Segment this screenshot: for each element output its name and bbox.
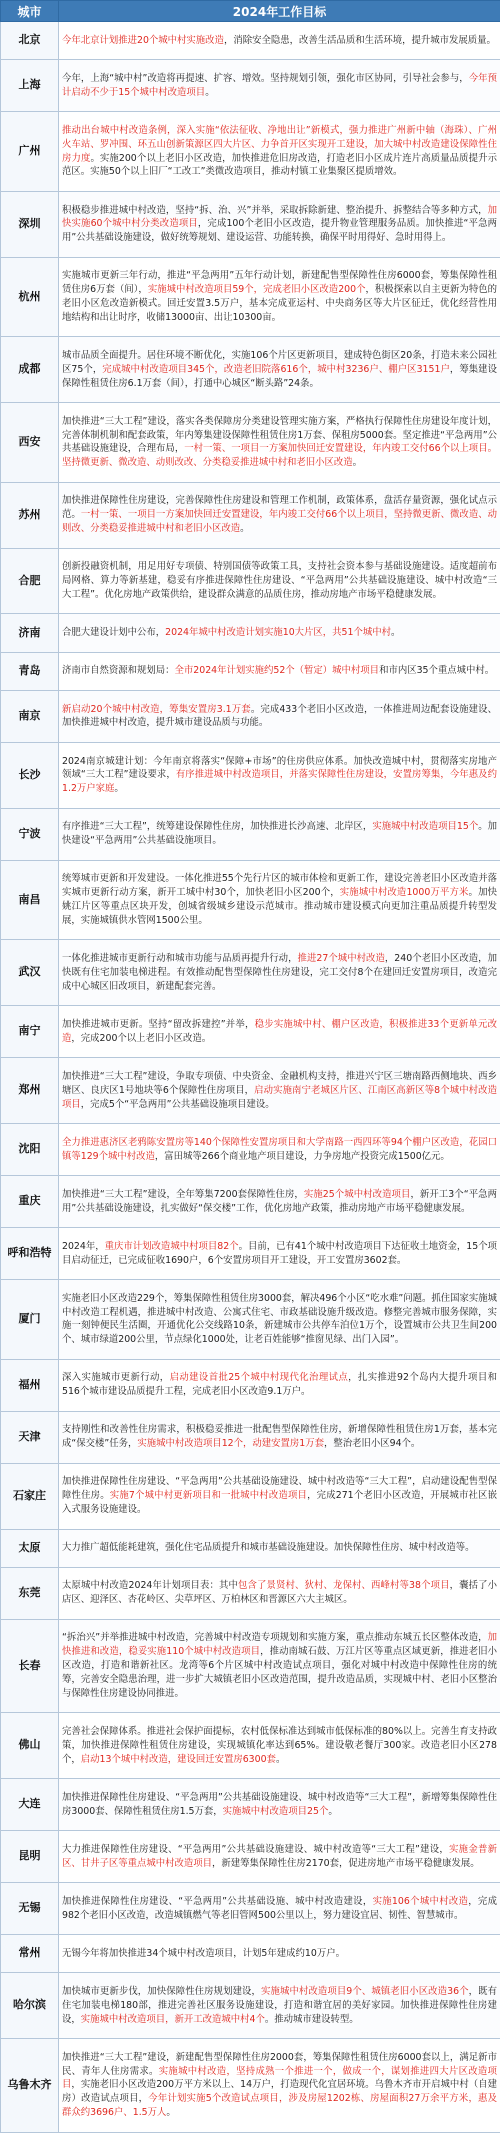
city-name: 武汉 — [1, 940, 59, 1006]
goal-text-segment: 加快推进“三大工程”建设，争取专项债、中央资金、金融机构支持，推进兴宁区三塘南路西侧地块、西乡塘区、良庆区1号地块等6个保障性住房项目， — [62, 1070, 497, 1096]
city-name: 济南 — [1, 614, 59, 652]
work-goal-text — [59, 548, 500, 614]
work-goal-text — [59, 690, 500, 742]
table-row — [1, 614, 500, 652]
goal-text-segment: 。完成433个老旧小区改造，一体推进周边配套设施建设、加快推进城中村改造，提升城市建设品质与功能。 — [62, 703, 497, 729]
table-row — [1, 652, 500, 690]
city-name: 沈阳 — [1, 1124, 59, 1176]
goal-text-segment: 。加快姚江片区等重点区块开发，创城省级城乡建设示范城市。推动城市建设模式向更加注重品质提升转型发展，实施城镇供水管网1500公里。 — [62, 887, 497, 926]
highlighted-target: 今年北京计划推进20个城中村实施改造 — [62, 34, 224, 46]
highlighted-target: 实施106个城中村改造 — [372, 1895, 469, 1907]
goal-text-segment: 合肥大建设计划中公布， — [62, 627, 166, 639]
table-row — [1, 1124, 500, 1176]
highlighted-target: 2024年城中村改造计划实施10大片区，共51个城中村 — [165, 627, 391, 639]
highlighted-target: 实施城中村改造项目25个 — [222, 1805, 329, 1817]
city-name: 杭州 — [1, 257, 59, 337]
city-name: 厦门 — [1, 1280, 59, 1360]
header-city: 城市 — [1, 1, 59, 22]
table-row — [1, 1058, 500, 1124]
city-name: 成都 — [1, 337, 59, 403]
city-name: 郑州 — [1, 1058, 59, 1124]
table-row — [1, 1779, 500, 1831]
goal-text-segment: ，完成100个老旧小区改造，提升物业管理服务品质。加快推进“平急两用”公共基础设施建设，做好统筹规划、建设运营、功能转换，确保平时用得好、急时用得上。 — [62, 218, 497, 244]
city-name: 上海 — [1, 60, 59, 112]
city-name: 无锡 — [1, 1883, 59, 1935]
goal-text-segment: ，推动南城石鼓、万江片区等重点区域更新，推进老旧小区改造，打造和谐新社区。龙湾等6个片区城中村改造试点项目，强化对城中村改造中保障性住房的统筹，完善安全隐患治理，进一步扩大城镇老旧小区改造范围，提升改造品质，实现城中村、老旧小区整治与保障性住房建设协同推进。 — [62, 1646, 497, 1699]
work-goal-text — [59, 1228, 500, 1280]
city-name: 长春 — [1, 1619, 59, 1712]
work-goal-text — [59, 742, 500, 808]
city-name: 乌鲁木齐 — [1, 2039, 59, 2132]
table-row — [1, 1935, 500, 1973]
work-goal-text — [59, 652, 500, 690]
highlighted-target: 实施金普新区、甘井子区等重点城中村改造项目 — [62, 1843, 497, 1869]
goal-text-segment: 。 — [275, 1753, 286, 1765]
work-goal-text — [59, 1935, 500, 1973]
table-row — [1, 22, 500, 60]
city-name: 常州 — [1, 1935, 59, 1973]
table-row — [1, 1619, 500, 1712]
goal-text-segment: ，新建筹集保障性住房2170套，促进房地产市场平稳健康发展。 — [212, 1857, 480, 1869]
city-name: 北京 — [1, 22, 59, 60]
highlighted-target: 有序推进城中村改造项目，并落实保障性住房建设，安置房筹集，今年惠及约1.2万户家庭 — [62, 769, 497, 795]
city-name: 东莞 — [1, 1567, 59, 1619]
goal-text-segment: ，240个老旧小区改造，加快既有住宅加装电梯进程。有效推动配售型保障性住房建设，完工交付8个在建回迁安置房项目，改造完成中心城区旧改项目，新建配套完善。 — [62, 953, 497, 992]
goal-text-segment: 。加快建设“平急两用”公共基础设施项目。 — [62, 821, 498, 847]
goal-text-segment: 。 — [166, 2107, 176, 2119]
table-row — [1, 191, 500, 257]
work-goal-text — [59, 1411, 500, 1463]
highlighted-target: 实施城中村改造项目59个，完成老旧小区改造200个 — [147, 284, 366, 296]
table-row — [1, 1883, 500, 1935]
city-name: 天津 — [1, 1411, 59, 1463]
work-goal-text — [59, 1058, 500, 1124]
city-name: 太原 — [1, 1529, 59, 1567]
table-row — [1, 1176, 500, 1228]
goal-text-segment: “拆治兴”并举推进城中村改造，完善城中村改造专项规划和实施方案，重点推动东城五长区整体改造， — [62, 1632, 488, 1644]
highlighted-target: 今年预计启动不少于15个城中村改造项目 — [62, 72, 497, 98]
work-goal-text — [59, 940, 500, 1006]
table-row — [1, 337, 500, 403]
table-body — [1, 22, 500, 2133]
highlighted-target: 实施城中村改造项目，新开工改造城中村4个 — [80, 2013, 265, 2025]
goal-text-segment: 深入实施城市更新行动， — [62, 1372, 170, 1384]
work-goal-text — [59, 257, 500, 337]
highlighted-target: 实施25个城中村改造项目 — [303, 1188, 411, 1200]
goal-text-segment: 实施老旧小区改造229个，筹集保障性租赁住房3000套，解决496个小区“吃水难”问题。抓住国家实施城中村改造工程机遇，推进城中村改造、公寓式住宅、市政基础设施升级改造。修整完善城市服务保障，实施一刻钟便民生活圈，开通优化公交线路10条，新建城市公共停车泊位1万个，设置城市公共卫生间200个、城市绿道200公里，节点绿化1000处，让老百姓能够“推窗见绿、出门入园”。 — [62, 1292, 497, 1346]
goal-text-segment: 。 — [240, 523, 250, 535]
work-goal-text — [59, 1973, 500, 2039]
goal-text-segment: 太原城中村改造2024年计划项目表：其中 — [62, 1580, 239, 1592]
goal-text-segment: 支持刚性和改善性住房需求，积极稳妥推进一批配售型保障性住房，新增保障性租赁住房1万套，基本完成“保交楼”任务， — [62, 1424, 497, 1450]
goal-text-segment: ，扎实推进92个岛内大提升项目和516个城市建设品质提升工程，完成老旧小区改造9.1万户。 — [62, 1372, 497, 1398]
goal-text-segment: 大力推进保障性住房建设、“平急两用”公共基础设施建设、城中村改造等“三大工程”建设， — [62, 1843, 450, 1855]
city-name: 重庆 — [1, 1176, 59, 1228]
table-row — [1, 1228, 500, 1280]
work-goal-text — [59, 403, 500, 483]
city-name: 长沙 — [1, 742, 59, 808]
city-name: 合肥 — [1, 548, 59, 614]
goal-text-segment: ，消除安全隐患，改善生活品质和生活环境，提升城市发展质量。 — [223, 34, 496, 46]
work-goal-text — [59, 614, 500, 652]
table-row — [1, 860, 500, 940]
work-goal-text — [59, 1529, 500, 1567]
goal-text-segment: 实施城市更新三年行动，推进“平急两用”五年行动计划，新建配售型保障性住房6000套，筹集保障性租赁住房6万套（间）， — [62, 270, 497, 296]
goal-text-segment: 和市内区35个重点城中村。 — [379, 665, 495, 677]
work-goal-text — [59, 1713, 500, 1779]
work-goal-text — [59, 860, 500, 940]
highlighted-target: 实施城中村改造，坚持成熟一个推进一个，做成一个，谋划推进四大片区改造项目 — [62, 2065, 497, 2091]
work-goal-text — [59, 191, 500, 257]
goal-text-segment: 城市品质全面提升。居住环境不断优化，实施106个片区更新项目，建成特色街区20条，打造未来公园社区75个， — [62, 350, 497, 375]
highlighted-target: 实施城中村改造项目15个 — [372, 821, 479, 833]
table-row — [1, 60, 500, 112]
goal-text-segment: 加快推进“三大工程”建设，新建配售型保障性住房2000套，筹集保障性租赁住房6000套以上，满足新市民、青年人住房需求。 — [62, 2051, 497, 2077]
highlighted-target: 今年计划实施5个改造试点项目，涉及房屋1202栋、房屋面积27万余平方米，惠及群众约3696户、1.5万人 — [62, 2093, 497, 2119]
highlighted-target: 实施城中村改造1000万平方米 — [339, 887, 469, 899]
highlighted-target: 推动出台城中村改造条例，深入实施“依法征收、净地出让”新模式，强力推进广州新中轴（海珠）、广州火车站、罗冲围、环五山创新策源区四大片区、力争首开区实现开工建设，加大城中村改造建设保障性住房力度 — [62, 124, 497, 164]
city-name: 呼和浩特 — [1, 1228, 59, 1280]
table-row — [1, 742, 500, 808]
city-name: 福州 — [1, 1359, 59, 1411]
goal-text-segment: 今年，上海“城中村”改造将再提速、扩容、增效。坚持规划引领，强化市区协同，引导社会参与， — [62, 72, 469, 84]
table-row — [1, 2039, 500, 2132]
goal-text-segment: ，完成200个以上老旧小区改造。 — [71, 1032, 212, 1044]
highlighted-target: 重庆市计划改造城中村项目82个 — [104, 1240, 239, 1252]
table-row — [1, 1359, 500, 1411]
table-row — [1, 1280, 500, 1360]
header-goal: 2024年工作目标 — [59, 1, 500, 22]
goal-text-segment: 加快推进“三大工程”建设，全年筹集7200套保障性住房， — [62, 1188, 304, 1200]
table-row — [1, 1006, 500, 1058]
work-goal-text — [59, 2039, 500, 2132]
highlighted-target: 实施城中村改造项目12个，动建安置房1万套 — [137, 1438, 324, 1450]
goal-text-segment: 无锡今年将加快推进34个城中村改造项目，计划5年建成约10万户。 — [62, 1947, 345, 1959]
goal-text-segment: 大力推广超低能耗建筑，强化住宅品质提升和城市基础设施建设。加快保障性住房、城中村改造等。 — [62, 1542, 475, 1554]
goal-text-segment: 。 — [352, 457, 363, 469]
table-row — [1, 808, 500, 860]
table-row — [1, 112, 500, 192]
goal-text-segment: 加快推进保障性住房建设，完善保障性住房建设和管理工作机制，政策体系，盘活存量资源，强化试点示范。 — [62, 495, 497, 521]
highlighted-target: 实施城中村改造项目9个、城镇老旧小区改造36个 — [261, 1986, 469, 1998]
work-goal-text — [59, 1280, 500, 1360]
goal-text-segment: 。 — [205, 86, 215, 98]
highlighted-target: 推进27个城中村改造 — [297, 953, 385, 965]
highlighted-target: 启动13个城中村改造，建设回迁安置房6300套 — [80, 1753, 276, 1765]
goal-text-segment: 积极稳步推进城中村改造，坚持“拆、治、兴”并举，采取拆除新建、整治提升、拆整结合等多种方式， — [62, 204, 488, 216]
city-name: 哈尔滨 — [1, 1973, 59, 2039]
goal-text-segment: 。 — [391, 627, 401, 639]
goal-text-segment: ，完成982个老旧小区改造，改造城镇燃气等老旧管网500公里以上，努力建设宜居、韧性、智慧城市。 — [62, 1895, 497, 1921]
highlighted-target: 稳步实施城中村、棚户区改造，积极推进33个更新单元改造 — [62, 1018, 497, 1044]
goal-text-segment: ，完成271个老旧小区改造，开展城市社区嵌入式服务设施建设。 — [62, 1490, 497, 1516]
work-goal-text — [59, 1567, 500, 1619]
table-header-row — [1, 1, 500, 22]
goal-text-segment: 。 — [328, 1805, 338, 1817]
table-row — [1, 257, 500, 337]
city-name: 大连 — [1, 1779, 59, 1831]
city-name: 南宁 — [1, 1006, 59, 1058]
work-goal-text — [59, 112, 500, 192]
goal-text-segment: ，实施老旧小区改造200万平方米以上、14万户，打造现代化宜居环境。乌鲁木齐市开启城中村（自建房）改造试点项目， — [62, 2079, 497, 2105]
table-row — [1, 1831, 500, 1883]
highlighted-target: 完成城中村改造项目345个，改造老旧院落616个，城中村3236户、棚户区3151户 — [102, 363, 450, 375]
table-row — [1, 1529, 500, 1567]
goal-text-segment: 加快推进保障性住房建设、“平急两用”公共基础设施建设、城中村改造等“三大工程”，新增筹集保障性住房3000套、保障性租赁住房1.5万套， — [62, 1791, 497, 1817]
goal-text-segment: ，积极探索以自主更新为特色的老旧小区危改造新模式。回迁安置3.5万户，基本完成亚运村、中央商务区等大片区征迁，优化经营性用地结构和出让时序，收储13000亩、出让10300亩。 — [62, 284, 497, 323]
city-name: 西安 — [1, 403, 59, 483]
goal-text-segment: ，既有住宅加装电梯180部，推进完善社区服务设施建设，打造和谐宜居的美好家园。加快推进保障性住房建设， — [62, 1986, 497, 2025]
goal-text-segment: 加快城市更新步伐，加快保障性住房规划建设， — [62, 1986, 262, 1998]
goal-text-segment: 济南市自然资源和规划局： — [62, 665, 175, 677]
city-name: 深圳 — [1, 191, 59, 257]
city-name: 佛山 — [1, 1713, 59, 1779]
goal-text-segment: 一体化推进城市更新行动和城市功能与品质再提升行动， — [62, 953, 298, 965]
highlighted-target: 一村一策、一项目一方案加快回迁安置建设，年内竣工交付66个以上项目，坚持微更新、微改造、动则改、分类稳妥推进城中村和老旧小区改造 — [62, 509, 497, 535]
highlighted-target: 一村一策、一项目一方案加快回迁安置建设，年内竣工交付66个以上项目。坚持微更新、微改造、动则改改、分类稳妥推进城中村和老旧小区改造 — [62, 443, 497, 469]
work-goal-text — [59, 1831, 500, 1883]
city-name: 苏州 — [1, 482, 59, 548]
work-goal-text — [59, 1006, 500, 1058]
goal-text-segment: 2024年， — [62, 1240, 105, 1252]
goal-text-segment: 。实施200个以上老旧小区改造，加快推进危旧房改造，打造老旧小区成片连片高质量品质提升示范区。实施50个以上旧厂“工改工”类微改造项目，推动村镇工业集聚区提质增效。 — [62, 152, 497, 178]
highlighted-target: 新启动20个城中村改造，筹集安置房3.1万套 — [62, 703, 251, 715]
goal-text-segment: 。 — [114, 783, 124, 795]
table-row — [1, 403, 500, 483]
goal-text-segment: ，新开工3个“平急两用”公共基础设施建设，扎实做好“保交楼”工作，优化房地产政策，推动房地产市场平稳健康发展。 — [62, 1188, 497, 1214]
table-row — [1, 1713, 500, 1779]
work-goal-text — [59, 1883, 500, 1935]
work-goal-text — [59, 1463, 500, 1529]
highlighted-target: 实施7个城中村更新项目和一批城中村改造项目 — [109, 1490, 308, 1502]
table-row — [1, 548, 500, 614]
goal-text-segment: 加快推进保障性住房建设、“平急两用”公共基础设施建设、城中村改造等“三大工程”，启动建设配售型保障性住房。 — [62, 1476, 497, 1502]
work-goal-text — [59, 1176, 500, 1228]
city-name: 石家庄 — [1, 1463, 59, 1529]
highlighted-target: 加快推进和改造，稳妥实施110个城中村改造项目 — [62, 1632, 497, 1658]
city-name: 青岛 — [1, 652, 59, 690]
goal-text-segment: 有序推进“三大工程”，统筹建设保障性住房，加快推进长沙高速、北岸区， — [62, 821, 373, 833]
highlighted-target: 全市2024年计划实施约52个（暂定）城中村项目 — [174, 665, 380, 677]
goal-text-segment: 创新投融资机制，用足用好专项债、特别国债等政策工具，支持社会资本参与基础设施建设。适度超前布局网格、算力等新基建，稳妥有序推进保障性住房建设、“平急两用”公共基础设施建设、城中村改造“三大工程”。优化房地产政策供给，建设群众满意的品质住房，推动房地产市场平稳健康发展。 — [62, 561, 497, 600]
table-row — [1, 1567, 500, 1619]
city-name: 广州 — [1, 112, 59, 192]
table-row — [1, 690, 500, 742]
goal-text-segment: 2024南京城建计划：今年南京将落实“保障+市场”的住房供应体系。加快改造城中村，贯彻落实房地产领域“三大工程”建设要求， — [62, 755, 497, 781]
work-goal-text — [59, 1124, 500, 1176]
goal-text-segment: 加快推进“三大工程”建设，落实各类保障房分类建设管理实施方案，严格执行保障性住房建设年度计划，完善体制机制和配套政策，年内筹集建设保障性租赁住房1万套、保租房5000套。坚定推进“平急两用”公共基础设施建设，合理布局， — [62, 415, 497, 455]
work-goal-text — [59, 482, 500, 548]
work-goal-text — [59, 808, 500, 860]
highlighted-target: 包含了景贤村、狄村、龙保村、西峰村等38个项目 — [238, 1580, 450, 1592]
highlighted-target: 启动实施南宁老城区片区、江南区高新区等8个城中村改造项目 — [62, 1084, 497, 1110]
goal-text-segment: 。目前，已有41个城中村改造项目下达征收土地资金，15个项目启动征迁，已完成征收1690户，6个安置房项目开工建设，开工安置房3602套。 — [62, 1240, 497, 1266]
work-goal-text — [59, 1359, 500, 1411]
table-row — [1, 1973, 500, 2039]
goal-text-segment: 加快推进保障性住房建设、“平急两用”公共基础设施、城中村改造建设， — [62, 1895, 373, 1907]
work-goal-text — [59, 337, 500, 403]
goal-text-segment: ，完成5个“平急两用”公共基础设施项目建设。 — [80, 1098, 275, 1110]
table-row — [1, 940, 500, 1006]
table-row — [1, 482, 500, 548]
work-goal-text — [59, 60, 500, 112]
table-row — [1, 1411, 500, 1463]
goal-text-segment: ，囊括了小店区、迎泽区、杏花岭区、尖草坪区、万柏林区和晋源区六大主城区。 — [62, 1580, 497, 1606]
work-goal-text — [59, 1779, 500, 1831]
city-name: 南昌 — [1, 860, 59, 940]
highlighted-target: 加快实施60个城中村分类改造项目 — [62, 204, 497, 230]
goal-text-segment: ，筹集建设保障性租赁住房6.1万套（间），打通中心城区“断头路”24条。 — [62, 363, 497, 389]
highlighted-target: 全力推进惠济区老鸦陈安置房等140个保障性安置房项目和大学南路一西四环等94个棚户区改造，花园口镇等129个城中村改造 — [62, 1136, 497, 1162]
work-goal-text — [59, 1619, 500, 1712]
goal-text-segment: 加快推进城市更新。坚持“留改拆建控”并举， — [62, 1018, 255, 1030]
table-row — [1, 1463, 500, 1529]
work-goal-text — [59, 22, 500, 60]
goal-text-segment: ，整治老旧小区94个。 — [324, 1438, 421, 1450]
goal-text-segment: 完善社会保障体系。推进社会保护面提标，农村低保标准达到城市低保标准的80%以上。完善生育支持政策，加快推进保障性租赁住房建设，实现城镇化率达到65%。建设敬老餐厅300家。改造老旧小区278个， — [62, 1725, 497, 1765]
city-name: 宁波 — [1, 808, 59, 860]
city-name: 南京 — [1, 690, 59, 742]
highlighted-target: 启动建设首批25个城中村现代化治理试点 — [169, 1372, 349, 1384]
goal-text-segment: 。推动城市建设转型。 — [264, 2013, 359, 2025]
goal-text-segment: 统筹城市更新和开发建设。一体化推进55个先行片区的城市体检和更新工作，建设完善老旧小区改造并落实城市更新行动方案，新开工城中村30个，加快老旧小区200个， — [62, 873, 497, 899]
city-name: 昆明 — [1, 1831, 59, 1883]
goal-text-segment: ，富田城等266个商业地产项目建设，力争房地产投资完成1500亿元。 — [154, 1150, 450, 1162]
